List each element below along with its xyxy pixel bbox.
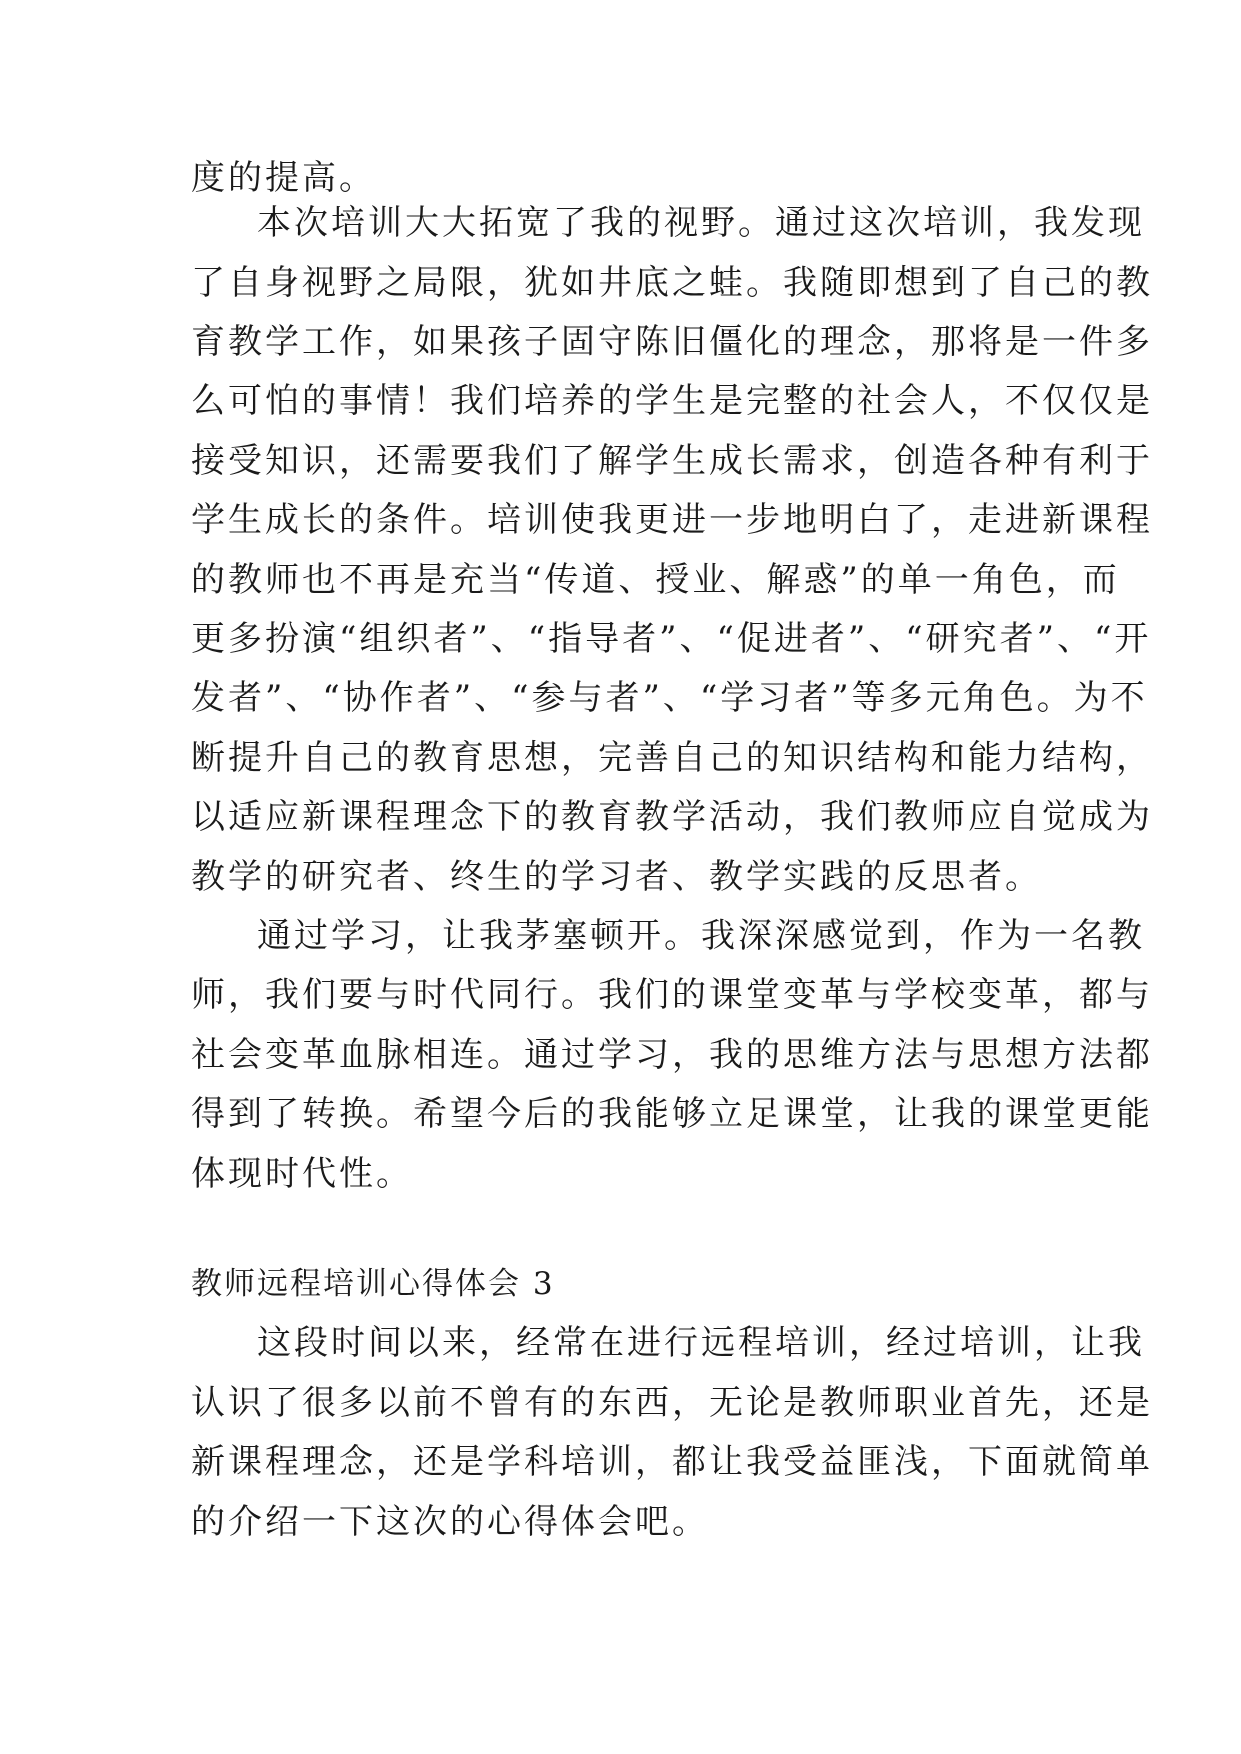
paragraph-line: 师，我们要与时代同行。我们的课堂变革与学校变革，都与 [191,975,1153,1015]
paragraph-line: 通过学习，让我茅塞顿开。我深深感觉到，作为一名教 [257,916,1145,956]
paragraph-line: 新课程理念，还是学科培训，都让我受益匪浅，下面就简单 [191,1442,1153,1482]
paragraph-line: 本次培训大大拓宽了我的视野。通过这次培训，我发现 [257,203,1145,243]
section-heading: 教师远程培训心得体会 3 [191,1266,555,1302]
paragraph-line: 教学的研究者、终生的学习者、教学实践的反思者。 [191,857,1042,897]
paragraph-line: 的介绍一下这次的心得体会吧。 [191,1502,709,1542]
paragraph-line: 度的提高。 [191,158,376,198]
paragraph-line: 得到了转换。希望今后的我能够立足课堂，让我的课堂更能 [191,1094,1153,1134]
paragraph-line: 接受知识，还需要我们了解学生成长需求，创造各种有利于 [191,441,1153,481]
paragraph-line: 断提升自己的教育思想，完善自己的知识结构和能力结构， [191,738,1153,778]
paragraph-line: 这段时间以来，经常在进行远程培训，经过培训，让我 [257,1323,1145,1363]
paragraph-line: 发者”、“协作者”、“参与者”、“学习者”等多元角色。为不 [191,678,1148,718]
paragraph-line: 体现时代性。 [191,1154,413,1194]
paragraph-line: 社会变革血脉相连。通过学习，我的思维方法与思想方法都 [191,1035,1153,1075]
paragraph-line: 认识了很多以前不曾有的东西，无论是教师职业首先，还是 [191,1383,1153,1423]
paragraph-line: 了自身视野之局限，犹如井底之蛙。我随即想到了自己的教 [191,263,1153,303]
paragraph-line: 学生成长的条件。培训使我更进一步地明白了，走进新课程 [191,500,1153,540]
paragraph-line: 更多扮演“组织者”、“指导者”、“促进者”、“研究者”、“开 [191,619,1152,659]
paragraph-line: 育教学工作，如果孩子固守陈旧僵化的理念，那将是一件多 [191,322,1153,362]
paragraph-line: 的教师也不再是充当“传道、授业、解惑”的单一角色，而 [191,560,1120,600]
paragraph-line: 么可怕的事情！我们培养的学生是完整的社会人，不仅仅是 [191,381,1153,421]
paragraph-line: 以适应新课程理念下的教育教学活动，我们教师应自觉成为 [191,797,1153,837]
